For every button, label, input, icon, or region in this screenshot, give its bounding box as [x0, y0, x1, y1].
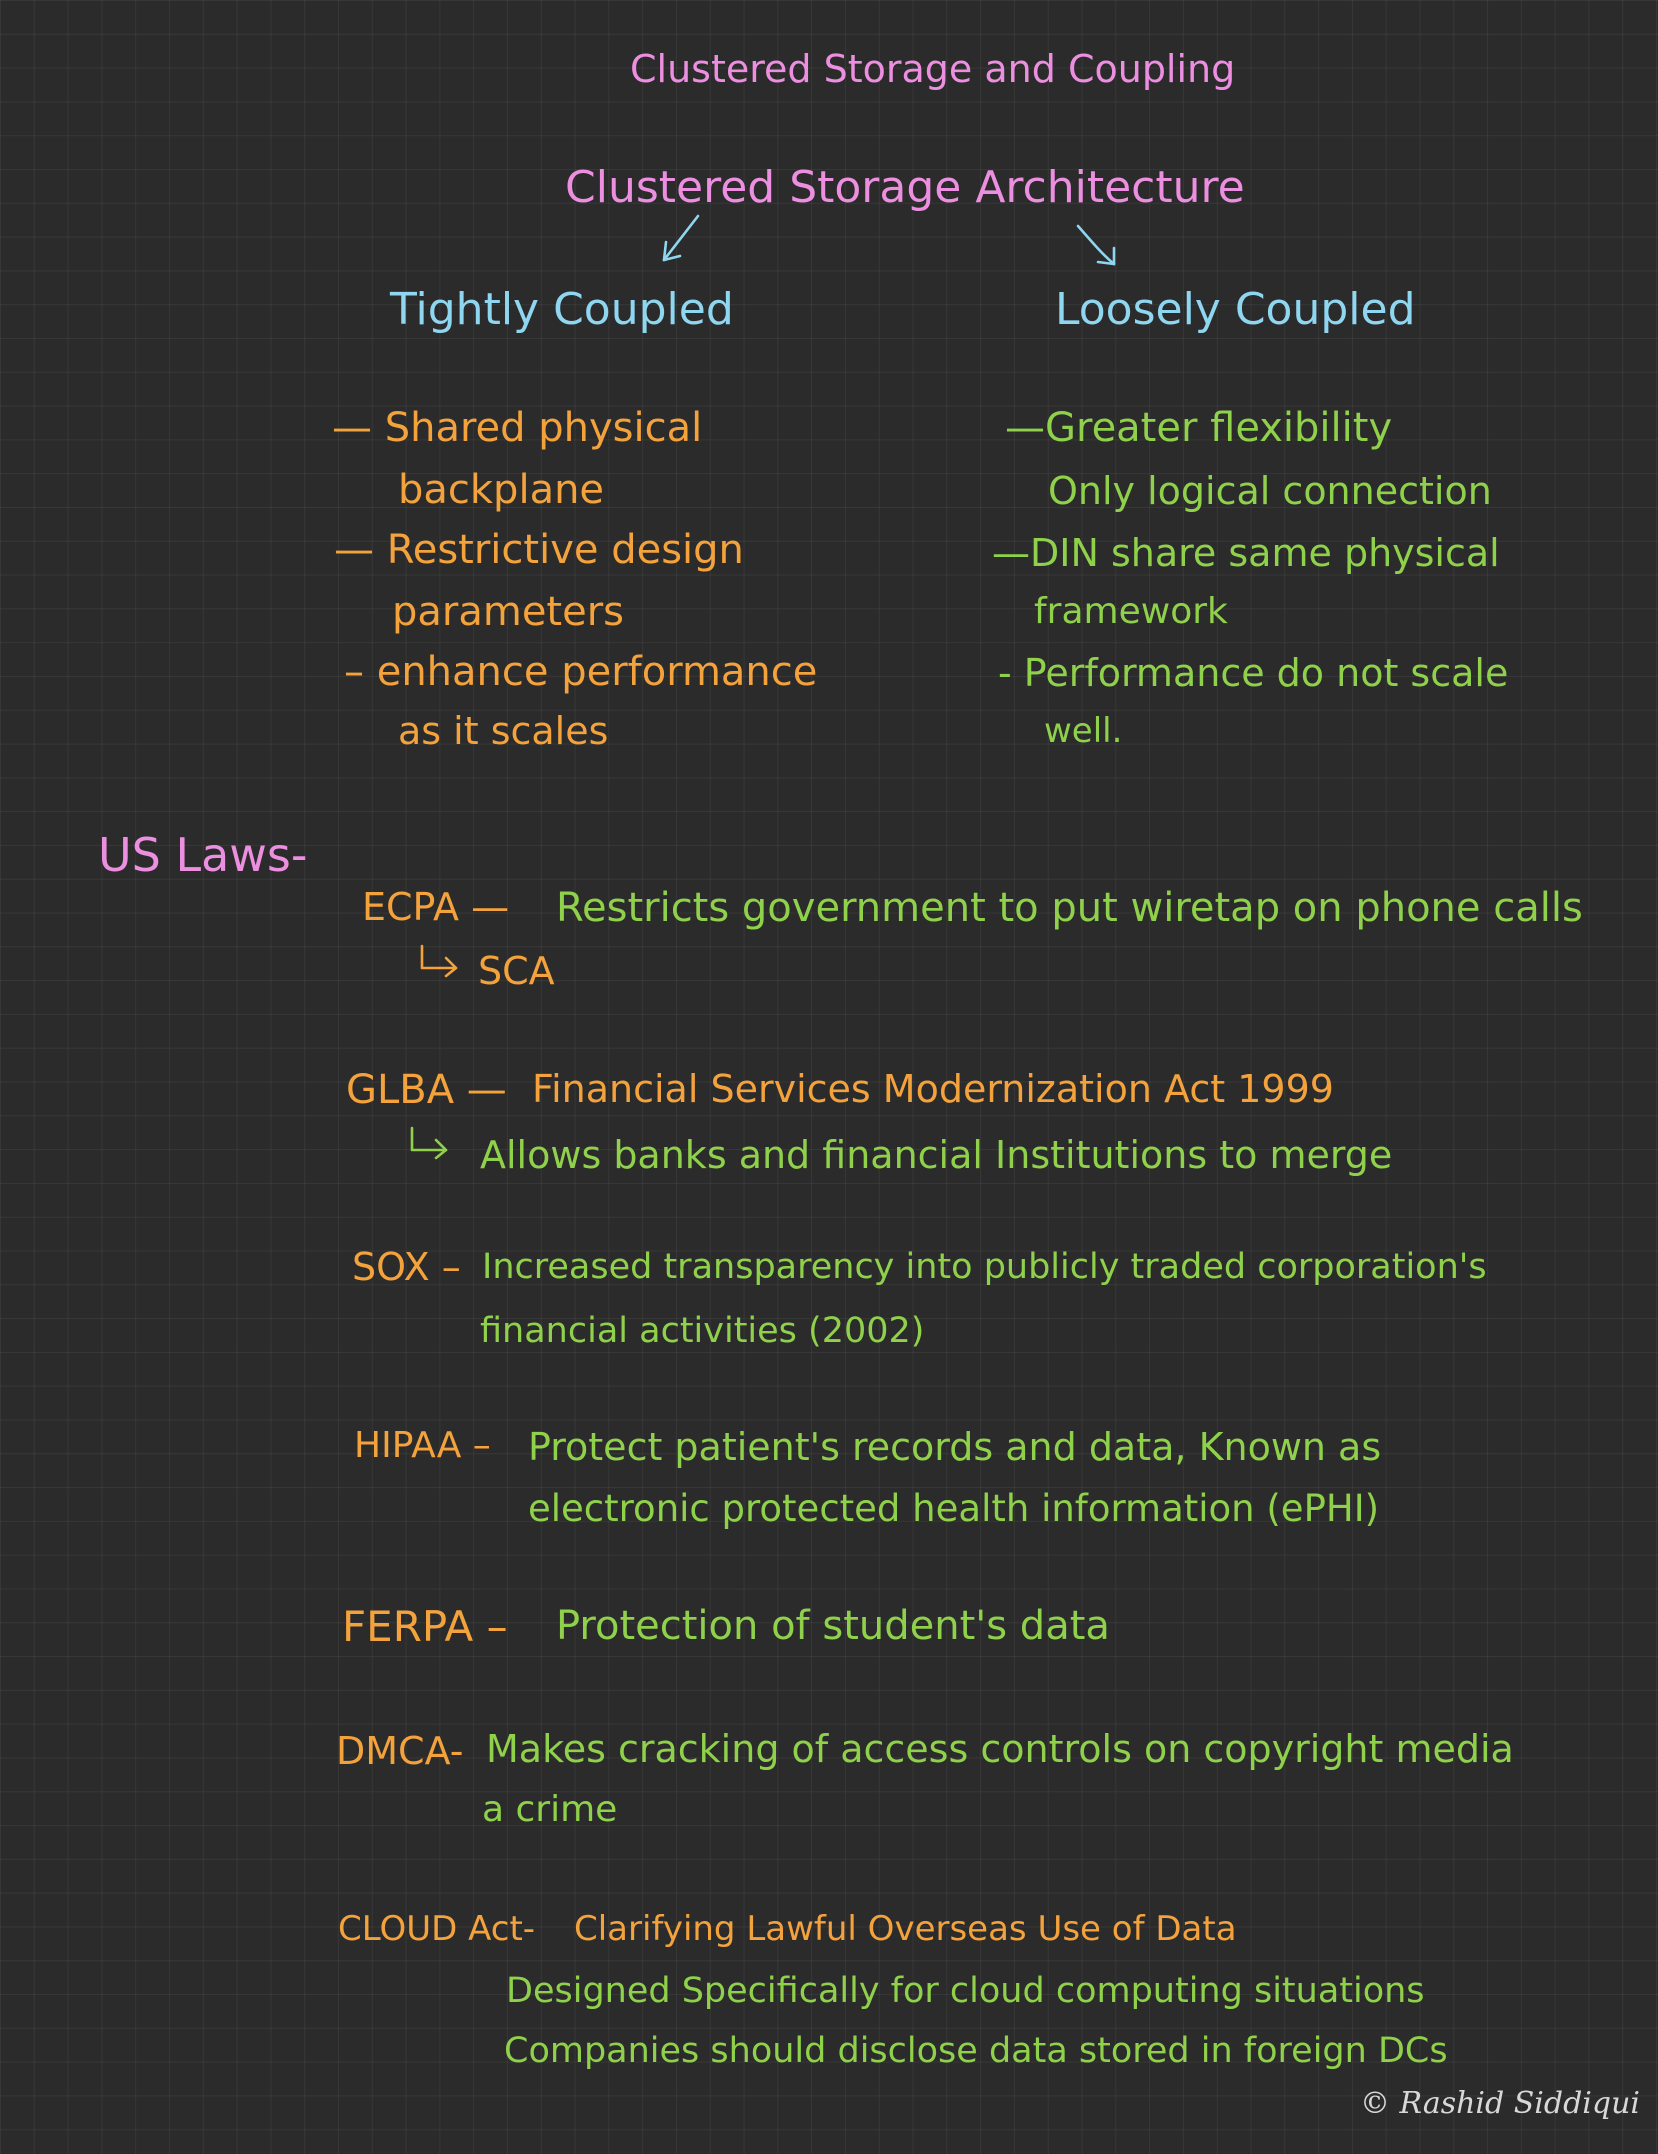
ecpa-description: Restricts government to put wiretap on phone calls	[556, 885, 1583, 931]
hipaa-line: Protect patient's records and data, Known as	[528, 1425, 1382, 1469]
tight-line: – enhance performance	[344, 649, 818, 695]
sox-name: SOX –	[352, 1245, 461, 1289]
loosely-coupled-heading: Loosely Coupled	[1055, 284, 1416, 335]
glba-description: Financial Services Modernization Act 1999	[532, 1067, 1334, 1111]
loose-line: - Performance do not scale	[998, 651, 1509, 695]
glba-sub: Allows banks and financial Institutions to merge	[480, 1133, 1393, 1177]
watermark: © Rashid Siddiqui	[1360, 2086, 1641, 2121]
sub-arrow-icon	[408, 1126, 452, 1160]
tight-line: backplane	[398, 467, 605, 513]
loose-line: —Greater flexibility	[1005, 405, 1393, 451]
ecpa-name: ECPA —	[362, 885, 510, 929]
hipaa-line: electronic protected health information (ePHI)	[528, 1487, 1380, 1530]
tight-line: — Shared physical	[332, 405, 703, 451]
cloud-act-description: Clarifying Lawful Overseas Use of Data	[574, 1909, 1237, 1949]
architecture-heading: Clustered Storage Architecture	[565, 162, 1245, 213]
dmca-name: DMCA-	[336, 1729, 464, 1773]
tight-line: parameters	[392, 589, 625, 635]
glba-name: GLBA —	[346, 1067, 507, 1113]
loose-line: —DIN share same physical	[992, 531, 1500, 575]
loose-line: Only logical connection	[1048, 469, 1492, 513]
ferpa-name: FERPA –	[342, 1602, 508, 1651]
cloud-act-name: CLOUD Act-	[338, 1909, 536, 1949]
cloud-act-line: Designed Specifically for cloud computing situations	[506, 1971, 1425, 2011]
dmca-line: Makes cracking of access controls on copyright media	[486, 1727, 1514, 1771]
ecpa-sub: SCA	[478, 949, 555, 993]
ferpa-description: Protection of student's data	[556, 1603, 1110, 1649]
sox-line: Increased transparency into publicly traded corporation's	[482, 1247, 1487, 1287]
cloud-act-line: Companies should disclose data stored in foreign DCs	[504, 2031, 1448, 2071]
loose-line: framework	[1034, 591, 1228, 632]
tightly-coupled-heading: Tightly Coupled	[390, 284, 734, 335]
hipaa-name: HIPAA –	[354, 1425, 491, 1466]
dmca-line: a crime	[482, 1789, 618, 1830]
loose-line: well.	[1044, 711, 1123, 751]
tight-line: — Restrictive design	[334, 527, 744, 573]
sub-arrow-icon	[418, 944, 462, 978]
tight-line: as it scales	[398, 709, 609, 753]
arrow-left-icon	[652, 212, 712, 272]
arrow-right-icon	[1074, 220, 1134, 280]
page-title: Clustered Storage and Coupling	[630, 47, 1236, 91]
sox-line: financial activities (2002)	[480, 1311, 925, 1351]
us-laws-heading: US Laws-	[98, 828, 308, 882]
